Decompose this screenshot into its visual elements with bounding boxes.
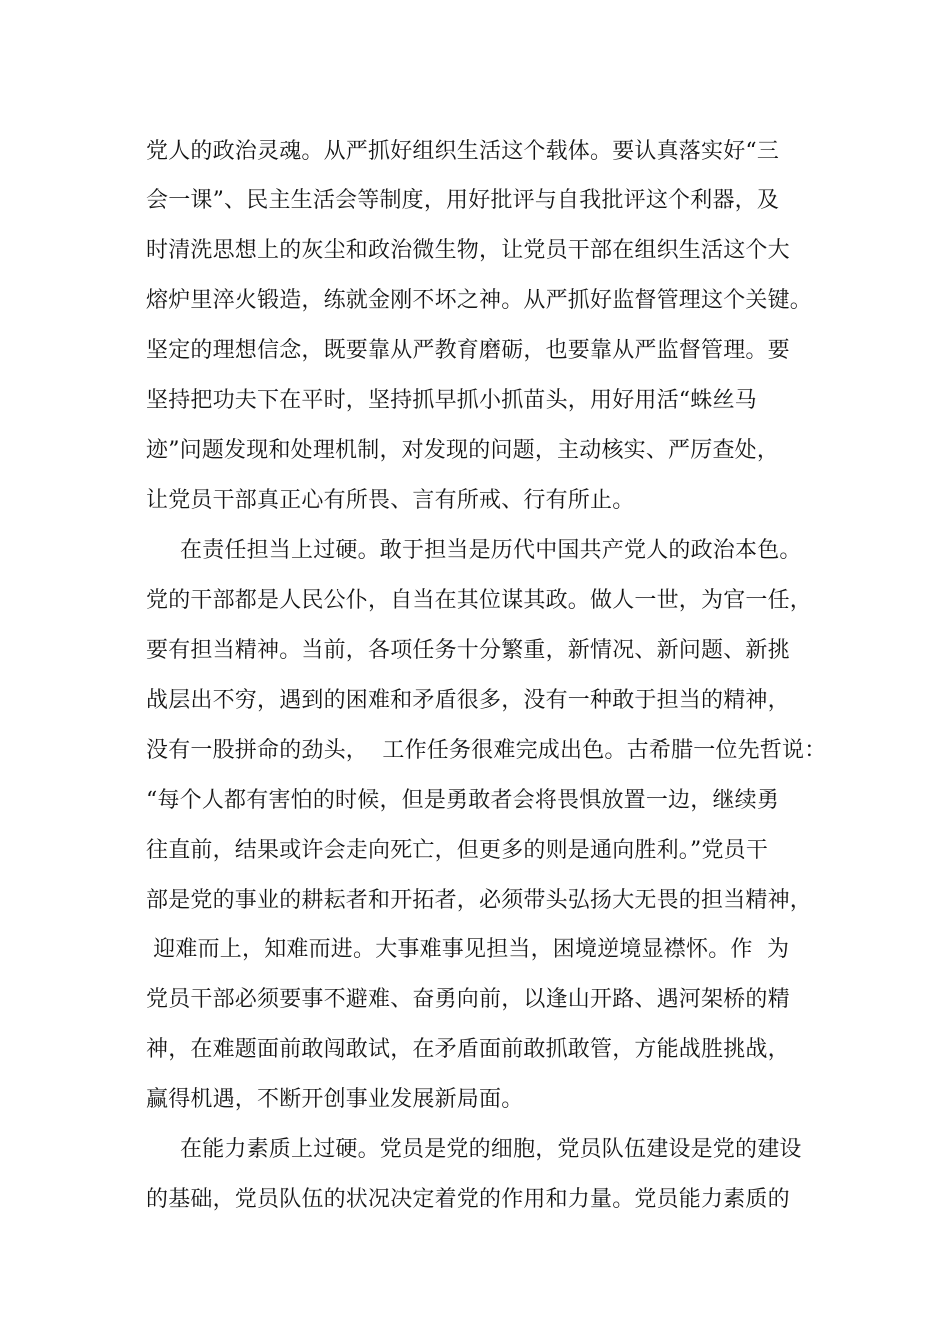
text-line: 赢得机遇，不断开创事业发展新局面。: [146, 1087, 524, 1112]
text-line: 部是党的事业的耕耘者和开拓者，必须带头弘扬大无畏的担当精神，: [146, 888, 813, 913]
paragraph-first-line: 在责任担当上过硬。敢于担当是历代中国共产党人的政治本色。: [180, 538, 802, 563]
text-line: 迹”问题发现和处理机制，对发现的问题，主动核实、严厉查处，: [146, 438, 780, 463]
text-line: 坚持把功夫下在平时，坚持抓早抓小抓苗头，用好用活“蛛丝马: [146, 388, 757, 413]
text-line: 战层出不穷，遇到的困难和矛盾很多，没有一种敢于担当的精神，: [146, 688, 790, 713]
text-line: 会一课”、民主生活会等制度，用好批评与自我批评这个利器，及: [146, 188, 780, 213]
text-line: 熔炉里淬火锻造，练就金刚不坏之神。从严抓好监督管理这个关键。: [146, 288, 813, 313]
text-line: 往直前，结果或许会走向死亡，但更多的则是通向胜利。”党员干: [146, 838, 769, 863]
text-line: 要有担当精神。当前，各项任务十分繁重，新情况、新问题、新挑: [146, 638, 790, 663]
text-line: 让党员干部真正心有所畏、言有所戒、行有所止。: [146, 488, 635, 513]
text-line: 时清洗思想上的灰尘和政治微生物，让党员干部在组织生活这个大: [146, 238, 790, 263]
text-line: 没有一股拼命的劲头， 工作任务很难完成出色。古希腊一位先哲说：: [146, 738, 827, 763]
text-line: 党的干部都是人民公仆，自当在其位谋其政。做人一世，为官一任，: [146, 588, 813, 613]
paragraph-first-line: 在能力素质上过硬。党员是党的细胞，党员队伍建设是党的建设: [180, 1137, 802, 1162]
text-line: “每个人都有害怕的时候，但是勇敢者会将畏惧放置一边，继续勇: [146, 788, 780, 813]
text-line: 神，在难题面前敢闯敢试，在矛盾面前敢抓敢管，方能战胜挑战，: [146, 1037, 790, 1062]
text-line: 坚定的理想信念，既要靠从严教育磨砺，也要靠从严监督管理。要: [146, 338, 790, 363]
text-line: 的基础，党员队伍的状况决定着党的作用和力量。党员能力素质的: [146, 1187, 790, 1212]
text-line: 党员干部必须要事不避难、奋勇向前，以逢山开路、遇河架桥的精: [146, 987, 790, 1012]
text-line: 党人的政治灵魂。从严抓好组织生活这个载体。要认真落实好“三: [146, 139, 780, 164]
text-line: 迎难而上，知难而进。大事难事见担当，困境逆境显襟怀。作 为: [146, 937, 790, 962]
